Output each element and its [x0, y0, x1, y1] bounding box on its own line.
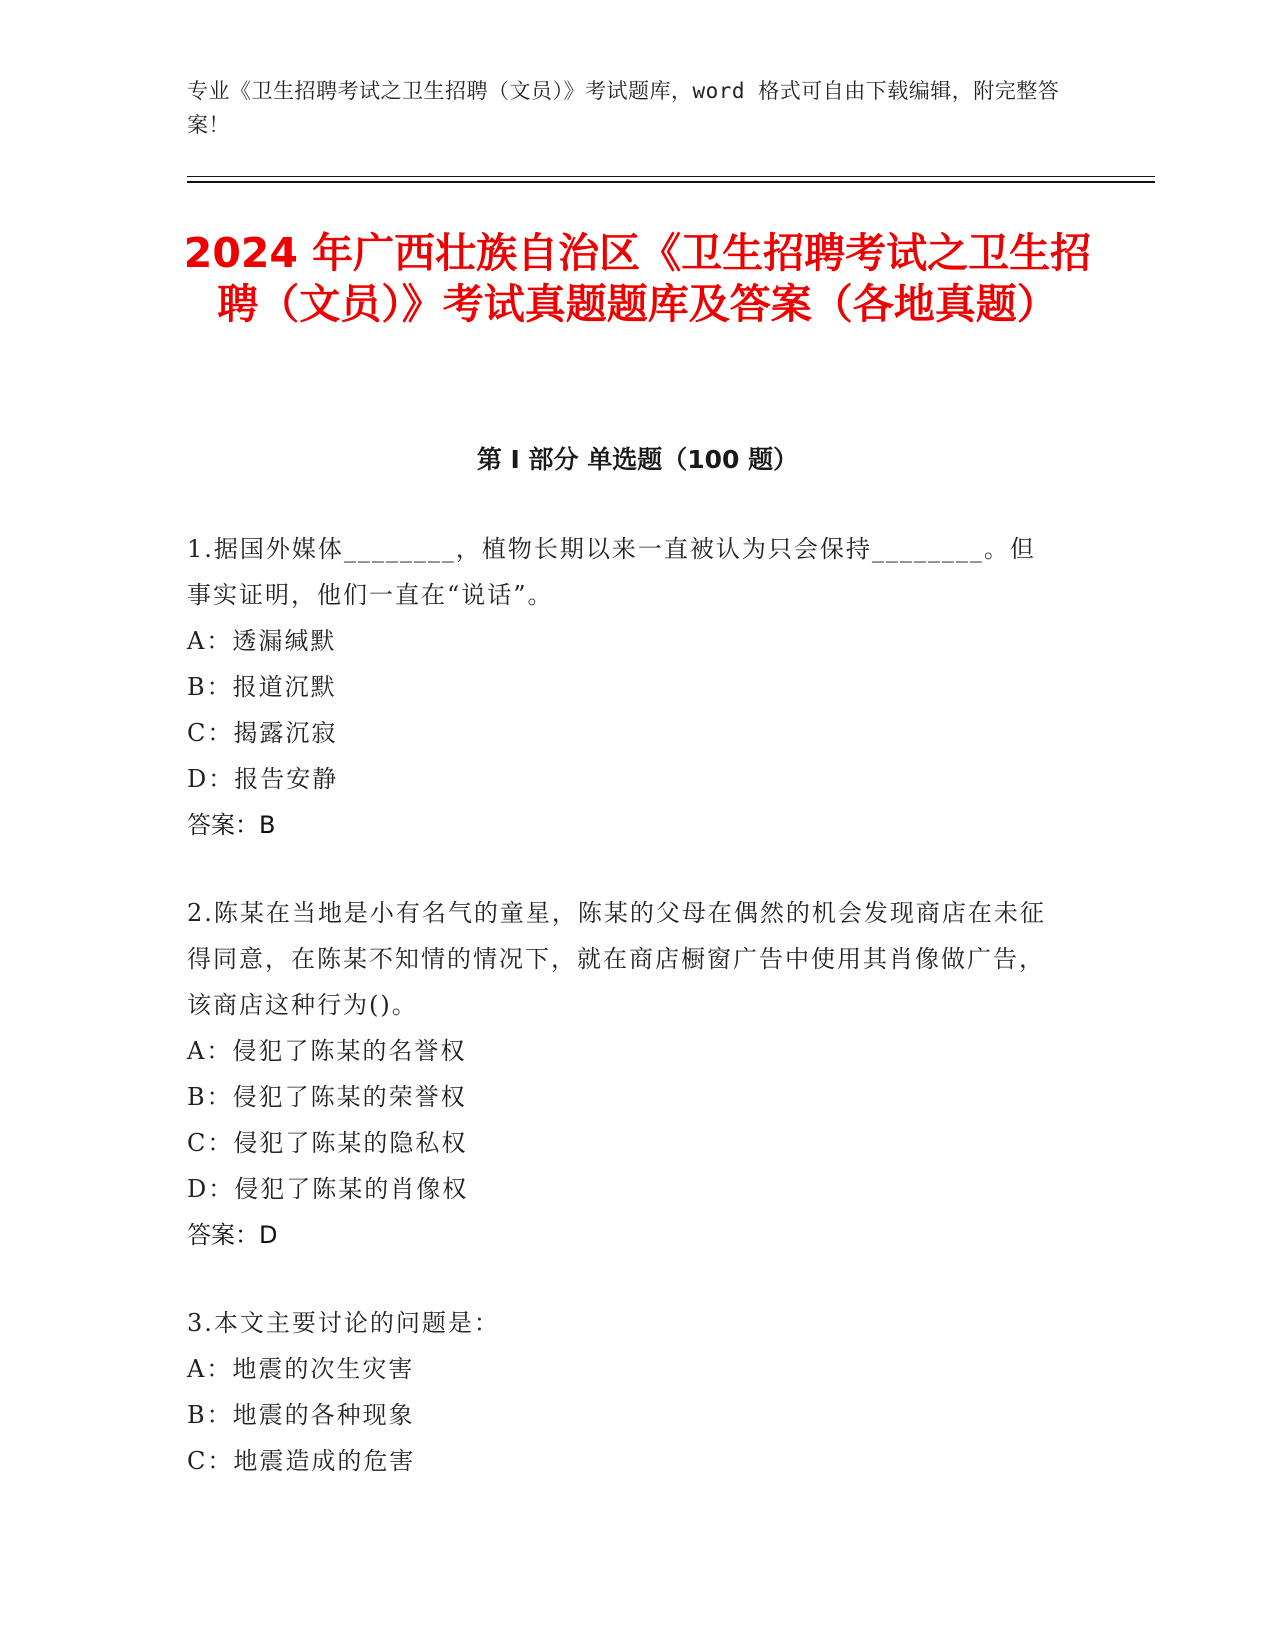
section-title: 第 I 部分 单选题（100 题） [476, 445, 799, 474]
question-block [187, 890, 1057, 1258]
question-block [187, 1300, 1057, 1484]
option-a: A：侵犯了陈某的名誉权 [187, 1037, 467, 1065]
option-c: C：地震造成的危害 [187, 1447, 416, 1475]
question-text: 1.据国外媒体________，植物长期以来一直被认为只会保持________。但事实证明，他们一直在“说话”。 [187, 535, 1036, 609]
question-block [187, 526, 1057, 848]
option-a: A：地震的次生灾害 [187, 1355, 415, 1383]
option-a: A：透漏缄默 [187, 627, 337, 655]
option-c: C：揭露沉寂 [187, 719, 338, 747]
header-divider-thin [187, 176, 1155, 177]
question-text: 3.本文主要讨论的问题是： [187, 1309, 500, 1337]
question-text: 2.陈某在当地是小有名气的童星，陈某的父母在偶然的机会发现商店在未征得同意，在陈某不知情的情况下，就在商店橱窗广告中使用其肖像做广告，该商店这种行为()。 [187, 899, 1046, 1019]
option-d: D：侵犯了陈某的肖像权 [187, 1175, 469, 1203]
option-b: B：报道沉默 [187, 673, 337, 701]
answer: 答案：D [187, 1221, 278, 1249]
option-b: B：地震的各种现象 [187, 1401, 415, 1429]
option-b: B：侵犯了陈某的荣誉权 [187, 1083, 467, 1111]
option-d: D：报告安静 [187, 765, 339, 793]
header-note: 专业《卫生招聘考试之卫生招聘（文员）》考试题库，word 格式可自由下载编辑，附完整答案！ [187, 79, 1060, 137]
option-c: C：侵犯了陈某的隐私权 [187, 1129, 468, 1157]
header-divider-thick [187, 181, 1155, 183]
answer: 答案：B [187, 811, 276, 839]
document-title: 2024 年广西壮族自治区《卫生招聘考试之卫生招聘（文员）》考试真题题库及答案（各地真题） [183, 229, 1092, 328]
